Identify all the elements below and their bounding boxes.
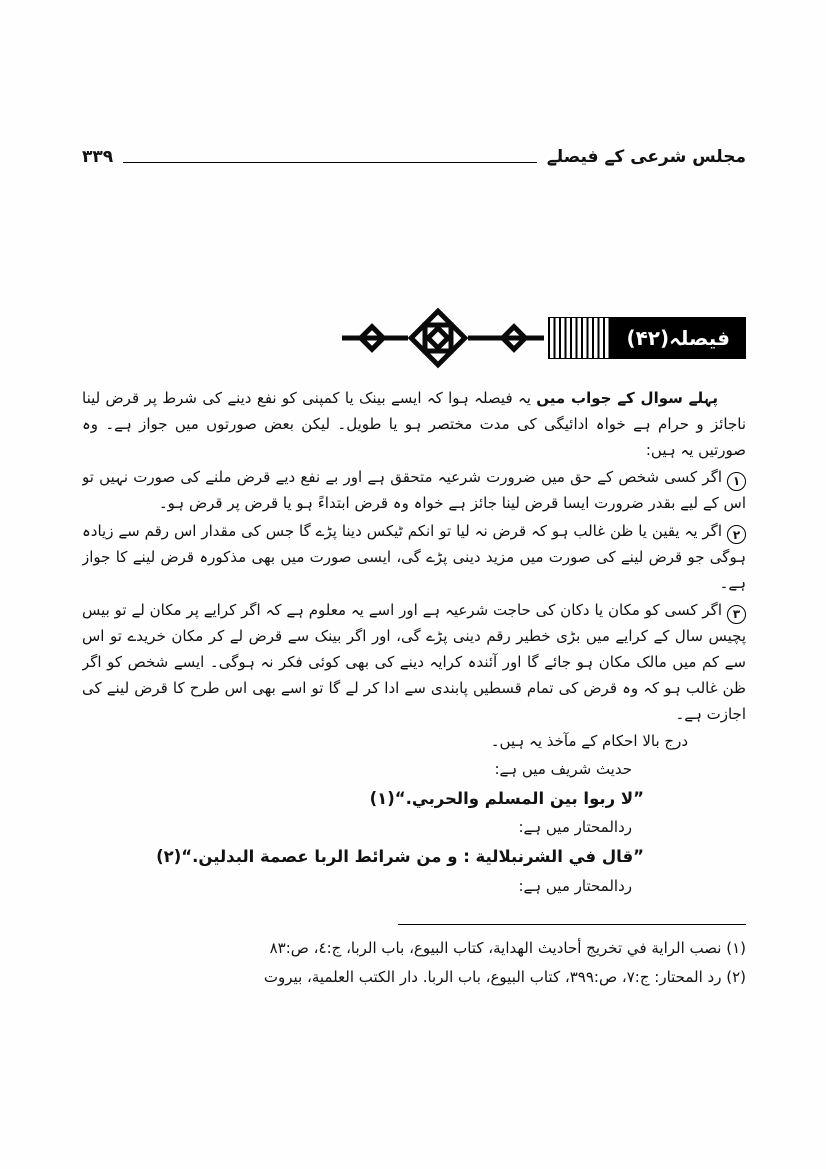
sources-intro: درج بالا احکام کے مآخذ یہ ہیں۔ — [490, 732, 688, 751]
chapter-label: فیصلہ(۴۲) — [610, 317, 746, 359]
raddulmuhtar-quote: ”قال في الشرنبلالية : و من شرائط الربا عصمة البدلين.“(٢) — [156, 847, 644, 867]
page-number: ۳۳۹ — [82, 147, 114, 167]
hadith-label: حدیث شریف میں ہے: — [494, 760, 632, 779]
stripes-decoration-icon — [548, 317, 610, 359]
footnote-divider — [398, 924, 746, 925]
point-number-1: ۱ — [727, 472, 746, 491]
footnotes — [80, 924, 746, 993]
ruling-point-3 — [82, 598, 746, 727]
book-title: مجلس شرعی کے فیصلے — [546, 147, 746, 167]
ruling-point-2 — [82, 519, 746, 596]
intro-paragraph — [82, 386, 746, 463]
point-text-3: اگر کسی کو مکان یا دکان کی حاجت شرعیہ ہے اور اسے یہ معلوم ہے کہ اگر کرایے پر مکان لے تو بیس پچیس سال کے کرایے میں بڑی خطیر رقم دینی پڑے گی، اور اگر بینک سے قرض لے کر مکان خریدے تو اس سے کم میں مالک مکان ہو جائے گا اور آئندہ کرایہ دینے کی بھی کوئی فکر نہ ہوگی۔ ایسے شخص کو اگر ظن غالب ہو کہ وہ قرض کی تمام قسطیں پابندی سے ادا کر لے گا تو اسے بھی اس طرح کا قرض لینے کی اجازت ہے۔ — [82, 601, 746, 723]
body-text — [82, 386, 746, 918]
ruling-point-1 — [82, 465, 746, 517]
page-header — [82, 146, 746, 167]
raddulmuhtar-label-2: ردالمحتار میں ہے: — [518, 876, 632, 895]
point-number-3: ۳ — [727, 605, 746, 624]
footnote-2: (٢) رد المحتار: ج:٧، ص:٣٩٩، كتاب البيوع، باب الربا. دار الكتب العلمية، بيروت — [263, 968, 746, 987]
point-number-2: ۲ — [727, 525, 746, 544]
header-rule — [123, 162, 537, 163]
intro-lead: پہلے سوال کے جواب میں — [536, 389, 718, 407]
intro-rest: یہ فیصلہ ہوا کہ ایسے بینک یا کمپنی کو نفع دینے کی شرط پر قرض لینا ناجائز و حرام ہے خواہ ادائیگی کی مدت مختصر ہو یا طویل۔ لیکن بعض صورتوں میں جواز ہے۔ وہ صورتیں یہ ہیں: — [82, 389, 746, 459]
geometric-ornament-icon — [338, 306, 548, 370]
point-text-1: اگر کسی شخص کے حق میں ضرورت شرعیہ متحقق ہے اور بے نفع دیے قرض ملنے کی صورت نہیں تو اس کے لیے بقدر ضرورت ایسا قرض لینا جائز ہے خواہ وہ قرض ابتداءً ہو یا قرض پر قرض ہو۔ — [82, 468, 746, 513]
hadith-quote: ”لا ربوا بين المسلم والحربي.“(١) — [369, 788, 644, 808]
raddulmuhtar-label-1: ردالمحتار میں ہے: — [518, 818, 632, 837]
footnote-1: (١) نصب الراية في تخريج أحاديث الهداية، كتاب البيوع، باب الربا، ج:٤، ص:٨٣ — [269, 939, 746, 957]
chapter-banner — [344, 306, 746, 370]
point-text-2: اگر یہ یقین یا ظن غالب ہو کہ قرض نہ لیا تو انکم ٹیکس دینا پڑے گا جس کی مقدار اس رقم سے زیادہ ہوگی جو قرض لینے کی صورت میں مزید دینی پڑے گی، ایسی صورت میں بھی مذکورہ قرض لینے کا جواز ہے۔ — [82, 521, 746, 592]
